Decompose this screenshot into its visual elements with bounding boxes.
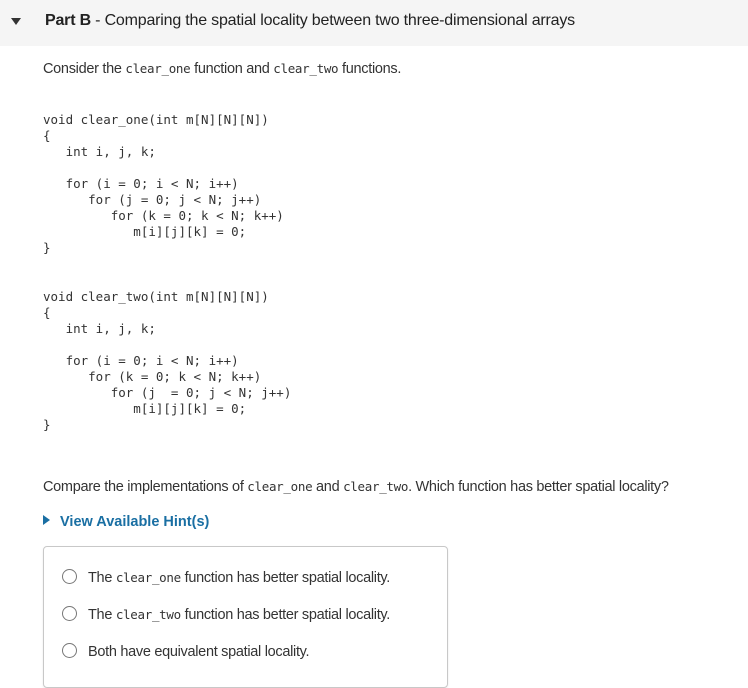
code-block-clear-two: void clear_two(int m[N][N][N]) { int i, j, k; for (i = 0; i < N; i++) for (k = 0; k < N; k++) for (j = 0; j < N; j++) m[i][j][k] = 0; } (43, 289, 292, 432)
option-equivalent[interactable] (62, 643, 309, 660)
question-code-clear-two: clear_two (343, 479, 409, 494)
option-prefix: The (88, 570, 116, 586)
option-suffix: function has better spatial locality. (180, 570, 391, 586)
question-prefix: Compare the implementations of (43, 479, 248, 495)
radio-button[interactable] (62, 606, 77, 621)
option-code: clear_two (115, 607, 181, 622)
option-prefix: The (88, 607, 116, 623)
question-suffix: . Which function has better spatial locality? (408, 479, 669, 495)
option-text: Both have equivalent spatial locality. (88, 644, 310, 660)
answer-options-box (43, 546, 448, 688)
code-block-clear-one: void clear_one(int m[N][N][N]) { int i, j, k; for (i = 0; i < N; i++) for (j = 0; j < N; j++) for (k = 0; k < N; k++) m[i][j][k] = 0; } (43, 112, 284, 255)
intro-code-clear-two: clear_two (273, 61, 339, 76)
intro-suffix: functions. (338, 61, 402, 77)
view-hints-link[interactable] (43, 514, 209, 530)
intro-middle: function and (190, 61, 274, 77)
intro-code-clear-one: clear_one (125, 61, 191, 76)
caret-down-icon[interactable] (11, 18, 21, 25)
radio-button[interactable] (62, 643, 77, 658)
part-header[interactable] (0, 0, 748, 46)
option-clear-one[interactable] (62, 569, 390, 586)
option-suffix: function has better spatial locality. (180, 607, 391, 623)
hint-label: View Available Hint(s) (60, 514, 210, 530)
part-separator: - (90, 12, 105, 29)
radio-button[interactable] (62, 569, 77, 584)
question-middle: and (312, 479, 344, 495)
caret-right-icon (43, 515, 50, 525)
part-label: Part B (45, 12, 91, 29)
intro-text (43, 61, 401, 77)
option-code: clear_one (115, 570, 181, 585)
question-code-clear-one: clear_one (247, 479, 313, 494)
part-title (45, 12, 575, 30)
question-text (43, 479, 669, 495)
option-clear-two[interactable] (62, 606, 390, 623)
part-title-text: Comparing the spatial locality between two three-dimensional arrays (104, 12, 575, 29)
intro-prefix: Consider the (43, 61, 126, 77)
